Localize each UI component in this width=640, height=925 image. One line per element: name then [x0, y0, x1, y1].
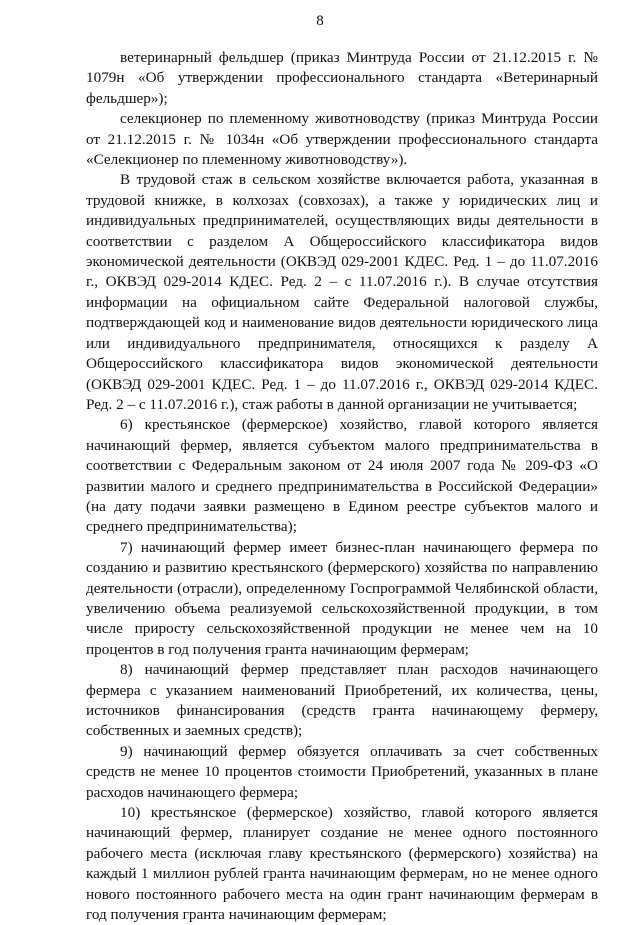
- paragraph-item-9: 9) начинающий фермер обязуется оплачивать за счет собственных средств не менее 10 процентов стоимости Приобретений, указанных в плане расходов начинающего фермера;: [86, 742, 598, 801]
- paragraph-item-6: 6) крестьянское (фермерское) хозяйство, главой которого является начинающий фермер, является субъектом малого предпринимательства в соответствии с Федеральным законом от 24 июля 2007 года № 209-ФЗ «О развитии малого и среднего предпринимательства в Российской Федерации» (на дату подачи заявки размещено в Едином реестре субъектов малого и среднего предпринимательства);: [86, 416, 598, 536]
- paragraph-work-experience: В трудовой стаж в сельском хозяйстве включается работа, указанная в трудовой книжке, в колхозах (совхозах), а также у юридических лиц и индивидуальных предпринимателей, осуществляющих виды деятельности в соответствии с разделом А Общероссийского классификатора видов экономической деятельности (ОКВЭД 029-2001 КДЕС. Ред. 1 – до 11.07.2016 г., ОКВЭД 029-2014 КДЕС. Ред. 2 – с 11.07.2016 г.). В случае отсутствия информации на официальном сайте Федеральной налоговой службы, подтверждающей код и наименование видов деятельности юридического лица или индивидуального предпринимателя, относящихся к разделу А Общероссийского классификатора видов экономической деятельности (ОКВЭД 029-2001 КДЕС. Ред. 1 – до 11.07.2016 г., ОКВЭД 029-2014 КДЕС. Ред. 2 – с 11.07.2016 г.), стаж работы в данной организации не учитывается;: [86, 171, 598, 413]
- paragraph-item-7: 7) начинающий фермер имеет бизнес-план начинающего фермера по созданию и развитию крестьянского (фермерского) хозяйства по направлению деятельности (отрасли), определенному Госпрограммой Челябинской области, увеличению объема реализуемой сельскохозяйственной продукции, в том числе приросту сельскохозяйственной продукции не менее чем на 10 процентов в год получения гранта начинающим фермерам;: [86, 538, 598, 658]
- paragraph-item-8: 8) начинающий фермер представляет план расходов начинающего фермера с указанием наименований Приобретений, их количества, цены, источников финансирования (средств гранта начинающему фермеру, собственных и заемных средств);: [86, 661, 598, 740]
- paragraph-item-10: 10) крестьянское (фермерское) хозяйство, главой которого является начинающий фермер, планирует создание не менее одного постоянного рабочего места (исключая главу крестьянского (фермерского) хозяйства) на каждый 1 миллион рублей гранта начинающим фермерам, но не менее одного нового постоянного рабочего места на один грант начинающим фермерам в год получения гранта начинающим фермерам;: [86, 804, 598, 924]
- paragraph-selektsioner: селекционер по племенному животноводству (приказ Минтруда России от 21.12.2015 г. № 1034н «Об утверждении профессионального стандарта «Селекционер по племенному животноводству»).: [86, 110, 598, 169]
- document-body: [86, 48, 598, 925]
- page-number: 8: [316, 13, 324, 29]
- paragraph-vet-feldsher: ветеринарный фельдшер (приказ Минтруда России от 21.12.2015 г. № 1079н «Об утверждении профессионального стандарта «Ветеринарный фельдшер»);: [86, 49, 598, 107]
